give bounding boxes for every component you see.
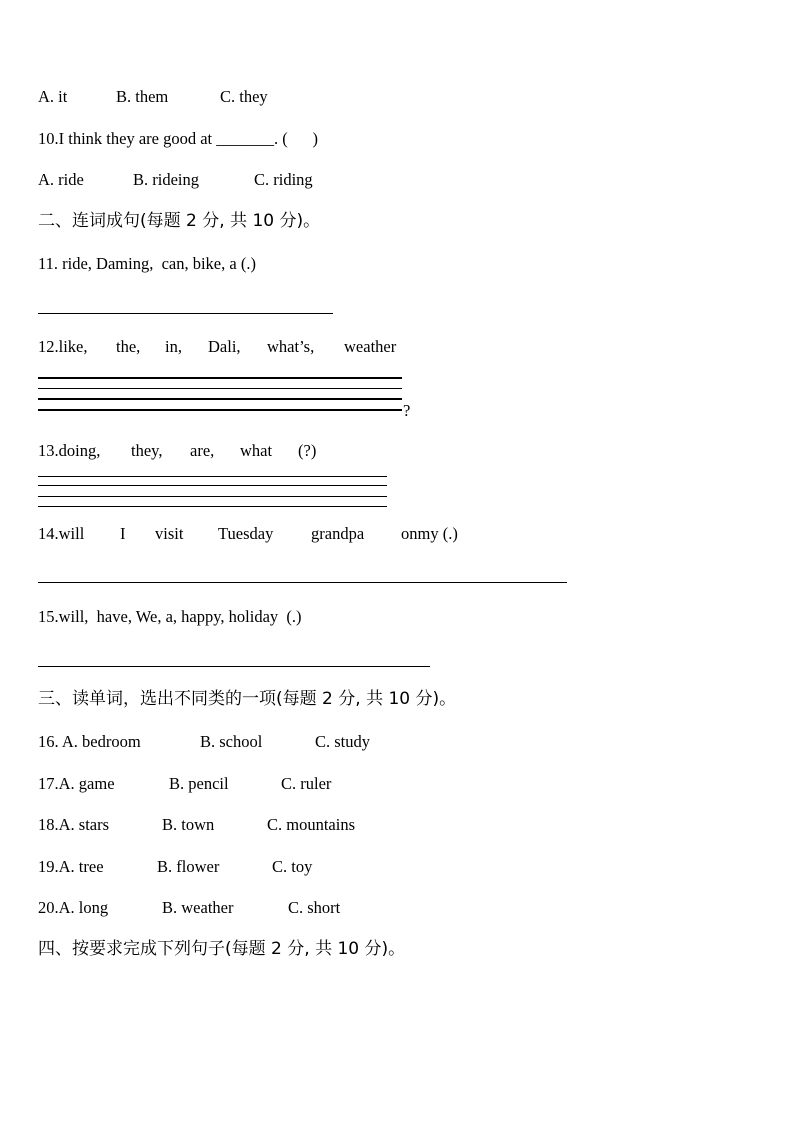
q12-answer-line [38, 409, 402, 411]
q9-option-c: C. they [220, 87, 268, 106]
q13-answer-line [38, 496, 387, 497]
q12-word: weather [344, 337, 397, 356]
q14-answer-line [38, 582, 567, 583]
q11-answer-line [38, 313, 333, 314]
q16-option-c: C. study [315, 732, 371, 751]
q12-answer-line [38, 377, 402, 379]
q11-text: 11. ride, Daming, can, bike, a (.) [38, 254, 256, 273]
q10-option-a: A. ride [38, 170, 84, 189]
q17-option-a: 17.A. game [38, 774, 115, 793]
q17-option-b: B. pencil [169, 774, 229, 793]
q20-option-b: B. weather [162, 898, 234, 917]
q18-option-c: C. mountains [267, 815, 356, 834]
q10-option-b: B. rideing [133, 170, 199, 189]
q18-option-b: B. town [162, 815, 215, 834]
q12-word: what’s, [267, 337, 315, 356]
q14-word: Tuesday [218, 524, 274, 543]
q15-text: 15.will, have, We, a, happy, holiday (.) [38, 607, 302, 626]
section2-title: 二、连词成句(每题 2 分, 共 10 分)。 [38, 211, 321, 231]
q14-word: onmy (.) [401, 524, 458, 543]
q16-option-a: 16. A. bedroom [38, 732, 141, 751]
q9-option-a: A. it [38, 87, 68, 106]
q14-word: I [120, 524, 126, 543]
q13-word: what [240, 441, 273, 460]
q9-option-b: B. them [116, 87, 169, 106]
q13-word: (?) [298, 441, 317, 460]
q12-word: the, [116, 337, 141, 356]
q12-word: Dali, [208, 337, 241, 356]
q13-word: they, [131, 441, 163, 460]
q13-num: 13.doing, [38, 441, 101, 460]
q13-answer-line [38, 485, 387, 486]
q10-option-c: C. riding [254, 170, 313, 189]
q14-word: grandpa [311, 524, 365, 543]
q14-word: visit [155, 524, 184, 543]
q19-option-c: C. toy [272, 857, 313, 876]
q12-answer-line [38, 388, 402, 389]
q12-question-mark: ? [403, 401, 411, 420]
q13-word: are, [190, 441, 215, 460]
q12-word: in, [165, 337, 182, 356]
q19-option-b: B. flower [157, 857, 220, 876]
q18-option-a: 18.A. stars [38, 815, 110, 834]
q12-num: 12.like, [38, 337, 88, 356]
section4-title: 四、按要求完成下列句子(每题 2 分, 共 10 分)。 [38, 939, 406, 959]
q19-option-a: 19.A. tree [38, 857, 104, 876]
q16-option-b: B. school [200, 732, 263, 751]
q12-answer-line [38, 398, 402, 400]
q10-stem: 10.I think they are good at _______. ( ) [38, 129, 318, 148]
q17-option-c: C. ruler [281, 774, 332, 793]
q20-option-c: C. short [288, 898, 341, 917]
q15-answer-line [38, 666, 430, 667]
section3-title: 三、读单词，选出不同类的一项(每题 2 分, 共 10 分)。 [38, 689, 457, 709]
q14-num: 14.will [38, 524, 85, 543]
q20-option-a: 20.A. long [38, 898, 109, 917]
q13-answer-line [38, 506, 387, 507]
q13-answer-line [38, 476, 387, 477]
